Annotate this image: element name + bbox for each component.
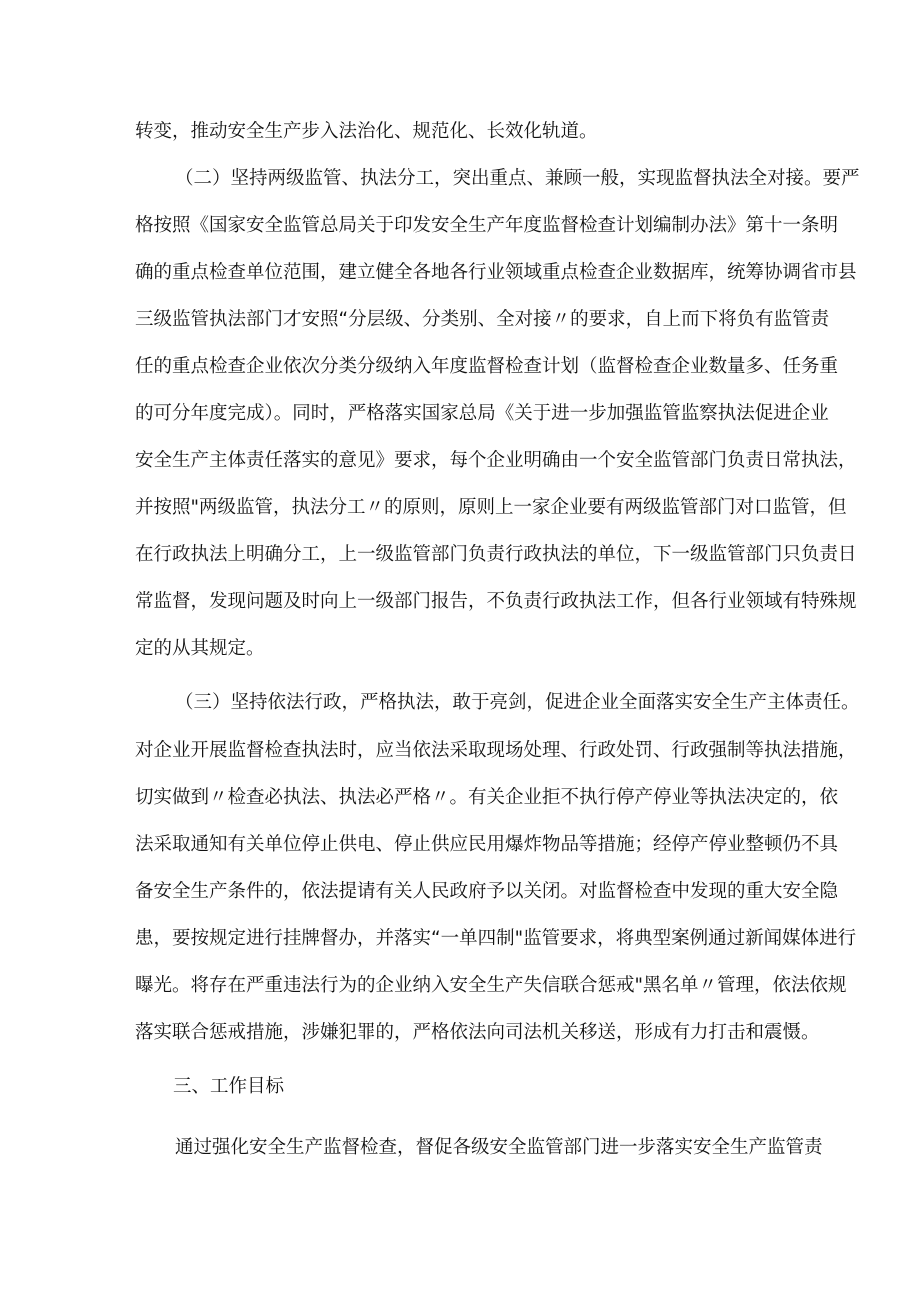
text-line-content: 落实联合惩戒措施，涉嫌犯罪的，严格依法向司法机关移送，形成有力打击和震慑。 bbox=[135, 1022, 820, 1043]
paragraph-3-first-line bbox=[0, 688, 920, 718]
text-line-content: 并按照"两级监管，执法分工〃的原则，原则上一家企业要有两级监管部门对口监管，但 bbox=[135, 497, 847, 518]
text-line bbox=[0, 305, 920, 335]
text-line bbox=[0, 830, 920, 860]
text-line-content: 的可分年度完成）。同时，严格落实国家总局《关于进一步加强监管监察执法促进企业 bbox=[135, 403, 829, 424]
text-line-content: 任的重点检查企业依次分类分级纳入年度监督检查计划（监督检查企业数量多、任务重 bbox=[135, 356, 839, 377]
text-line-content: 备安全生产条件的，依法提请有关人民政府予以关闭。对监督检查中发现的重大安全隐 bbox=[135, 881, 839, 902]
text-line bbox=[0, 399, 920, 429]
text-line bbox=[0, 446, 920, 476]
section-heading bbox=[0, 1072, 920, 1102]
text-line-content: （二）坚持两级监管、执法分工，突出重点、兼顾一般，实现监督执法全对接。要严 bbox=[175, 168, 860, 189]
text-line bbox=[0, 736, 920, 766]
text-line-content: 曝光。将存在严重违法行为的企业纳入安全生产失信联合惩戒"黑名单〃管理，依法依规 bbox=[135, 975, 847, 996]
paragraph-2-first-line bbox=[0, 164, 920, 194]
text-line-content: 转变，推动安全生产步入法治化、规范化、长效化轨道。 bbox=[135, 121, 598, 142]
text-line-content: 在行政执法上明确分工，上一级监管部门负责行政执法的单位，下一级监管部门只负责日 bbox=[135, 544, 857, 565]
paragraph-4-first-line bbox=[0, 1133, 920, 1163]
text-line bbox=[0, 117, 920, 147]
text-line-content: 三级监管执法部门才安照“分层级、分类别、全对接〃的要求，自上而下将负有监管责 bbox=[135, 309, 830, 330]
text-line-content: 法采取通知有关单位停止供电、停止供应民用爆炸物品等措施；经停产停业整顿仍不具 bbox=[135, 834, 839, 855]
text-line-content: 格按照《国家安全监管总局关于印发安全生产年度监督检查计划编制办法》第十一条明 bbox=[135, 215, 839, 236]
text-line-content: 常监督，发现问题及时向上一级部门报告，不负责行政执法工作，但各行业领域有特殊规 bbox=[135, 591, 857, 612]
text-line-content: 对企业开展监督检查执法时，应当依法采取现场处理、行政处罚、行政强制等执法措施， bbox=[135, 740, 857, 761]
text-line-content: 确的重点检查单位范围，建立健全各地各行业领域重点检查企业数据库，统筹协调省市县 bbox=[135, 262, 857, 283]
text-line bbox=[0, 1018, 920, 1048]
text-line-content: （三）坚持依法行政，严格执法，敢于亮剑，促进企业全面落实安全生产主体责任。 bbox=[175, 692, 860, 713]
text-line-content: 定的从其规定。 bbox=[135, 638, 265, 659]
text-line bbox=[0, 352, 920, 382]
text-line-content: 安全生产主体责任落实的意见》要求，每个企业明确由一个安全监管部门负责日常执法， bbox=[135, 450, 857, 471]
text-line bbox=[0, 587, 920, 617]
text-line bbox=[0, 540, 920, 570]
text-line bbox=[0, 924, 920, 954]
text-line bbox=[0, 971, 920, 1001]
text-line bbox=[0, 783, 920, 813]
text-line-content: 通过强化安全生产监督检查，督促各级安全监管部门进一步落实安全生产监管责 bbox=[175, 1137, 823, 1158]
text-line bbox=[0, 493, 920, 523]
text-line bbox=[0, 877, 920, 907]
text-line bbox=[0, 634, 920, 664]
text-line bbox=[0, 258, 920, 288]
section-heading-text: 三、工作目标 bbox=[173, 1076, 285, 1097]
text-line-content: 切实做到〃检查必执法、执法必严格〃。有关企业拒不执行停产停业等执法决定的，依 bbox=[135, 787, 839, 808]
text-line-content: 患，要按规定进行挂牌督办，并落实“一单四制"监管要求，将典型案例通过新闻媒体进行 bbox=[135, 928, 857, 949]
text-line bbox=[0, 211, 920, 241]
